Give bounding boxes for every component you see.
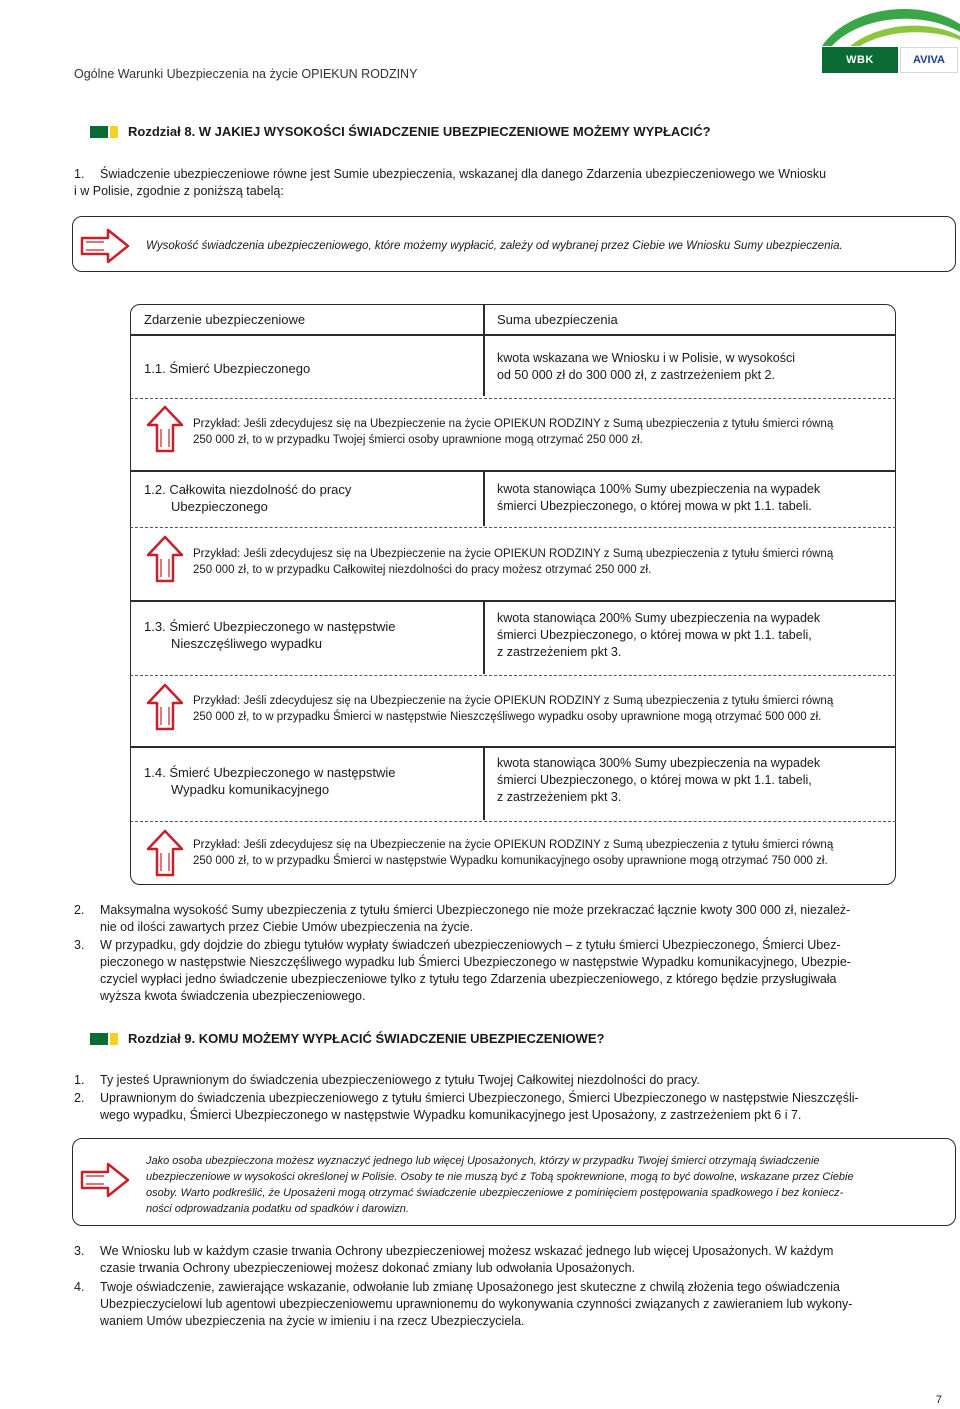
table-divider [483, 334, 485, 396]
document-title: Ogólne Warunki Ubezpieczenia na życie OPIEKUN RODZINY [74, 67, 418, 81]
red-arrow-up-icon [146, 683, 184, 731]
yellow-square-icon [110, 1033, 118, 1045]
logo-swoosh-icon [810, 6, 960, 46]
green-square-icon [90, 126, 108, 138]
row-divider [130, 600, 896, 602]
example-text [193, 416, 891, 448]
example-line: 250 000 zł, to w przypadku Śmierci w następstwie Nieszczęśliwego wypadku osoby uprawnione mogą otrzymać 500 000 zł. [193, 711, 822, 723]
example-line: Przykład: Jeśli zdecydujesz się na Ubezpieczenie na życie OPIEKUN RODZINY z Sumą ubezpieczenia z tytułu śmierci równą [193, 839, 834, 851]
row-value-line: śmierci Ubezpieczonego, o której mowa w pkt 1.1. tabeli. [497, 499, 812, 513]
paragraph-number: 2. [74, 1091, 85, 1105]
row-title-line-2: Nieszczęśliwego wypadku [171, 636, 323, 651]
table-divider [483, 304, 485, 335]
paragraph-line: czyciel wypłaci jedno świadczenie ubezpieczeniowe tylko z tytułu tego Zdarzenia ubezpieczeniowego, z którego będzie przysługiwała [100, 972, 837, 986]
paragraph-number: 2. [74, 903, 85, 917]
note-line: osoby. Warto podkreślić, że Uposażeni mogą otrzymać świadczenie ubezpieczeniowe z pominięciem postępowania spadkowego i bez koniecz- [146, 1187, 844, 1199]
paragraph-line: Maksymalna wysokość Sumy ubezpieczenia z tytułu śmierci Ubezpieczonego nie może przekraczać łącznie kwoty 300 000 zł, niezależ- [100, 903, 851, 917]
paragraph-line: wego wypadku, Śmierci Ubezpieczonego w następstwie Wypadku komunikacyjnego jest Uposażony, z zastrzeżeniem pkt 6 i 7. [100, 1108, 802, 1122]
row-value-line: z zastrzeżeniem pkt 3. [497, 790, 622, 804]
red-arrow-right-icon [80, 228, 130, 264]
note-text: Wysokość świadczenia ubezpieczeniowego, które możemy wypłacić, zależy od wybranej przez Ciebie we Wniosku Sumy ubezpieczenia. [146, 240, 843, 252]
ch8-paragraph-3 [74, 937, 958, 1005]
row-number: 1.3. [144, 619, 166, 634]
row-title: Śmierć Ubezpieczonego w następstwie [169, 619, 396, 634]
red-arrow-right-icon [80, 1162, 130, 1198]
red-arrow-up-icon [146, 535, 184, 583]
note-line: ubezpieczeniowe w wysokości określonej w Polisie. Osoby te nie muszą być z Tobą spokrewnione, mogą to być dowolne, wskazane przez Ciebie [146, 1171, 854, 1183]
row-value-line: kwota stanowiąca 100% Sumy ubezpieczenia na wypadek [497, 482, 821, 496]
paragraph-line: waniem Umów ubezpieczenia na życie w imieniu i na rzecz Ubezpieczyciela. [100, 1314, 525, 1328]
paragraph-line: pieczonego w następstwie Nieszczęśliwego wypadku lub Śmierci Ubezpieczonego w następstwie Wypadku komunikacyjnego, Ubezpie- [100, 955, 851, 969]
dashed-separator [130, 527, 896, 528]
dashed-separator [130, 398, 896, 399]
row-value-line: kwota wskazana we Wniosku i w Polisie, w wysokości [497, 351, 796, 365]
row-label [144, 360, 310, 377]
chapter-8-heading [90, 124, 711, 139]
row-label [144, 618, 395, 652]
row-value-line: kwota stanowiąca 300% Sumy ubezpieczenia na wypadek [497, 756, 821, 770]
table-divider [483, 746, 485, 820]
paragraph-line: czasie trwania Ochrony ubezpieczeniowej możesz dokonać zmiany lub odwołania Uposażonych. [100, 1261, 636, 1275]
row-value [497, 610, 820, 661]
chapter-8-heading-text: Rozdział 8. W JAKIEJ WYSOKOŚCI ŚWIADCZENIE UBEZPIECZENIOWE MOŻEMY WYPŁACIĆ? [128, 124, 711, 139]
table-divider [483, 470, 485, 526]
row-title: Śmierć Ubezpieczonego w następstwie [169, 765, 396, 780]
example-text [193, 546, 891, 578]
example-line: Przykład: Jeśli zdecydujesz się na Ubezpieczenie na życie OPIEKUN RODZINY z Sumą ubezpieczenia z tytułu śmierci równą [193, 548, 834, 560]
row-number: 1.2. [144, 482, 166, 497]
col-header-event: Zdarzenie ubezpieczeniowe [144, 312, 306, 327]
example-line: Przykład: Jeśli zdecydujesz się na Ubezpieczenie na życie OPIEKUN RODZINY z Sumą ubezpieczenia z tytułu śmierci równą [193, 695, 834, 707]
example-line: 250 000 zł, to w przypadku Całkowitej niezdolności do pracy możesz otrzymać 250 000 zł. [193, 564, 652, 576]
paragraph-number: 4. [74, 1280, 85, 1294]
row-title: Całkowita niezdolność do pracy [169, 482, 352, 497]
wbk-logo-label: WBK [822, 47, 898, 73]
row-value [497, 755, 820, 806]
paragraph-line: nie od ilości zawartych przez Ciebie Umów ubezpieczenia na życie. [100, 920, 474, 934]
table-header-divider [130, 334, 896, 336]
row-divider [130, 746, 896, 748]
page-number: 7 [935, 1394, 942, 1406]
paragraph-line: Świadczenie ubezpieczeniowe równe jest Sumie ubezpieczenia, wskazanej dla danego Zdarzenia ubezpieczeniowego we Wniosku [100, 167, 827, 181]
row-value-line: śmierci Ubezpieczonego, o której mowa w pkt 1.1. tabeli, [497, 773, 812, 787]
row-number: 1.4. [144, 765, 166, 780]
paragraph-line: Ty jesteś Uprawnionym do świadczenia ubezpieczeniowego z tytułu Twojej Całkowitej niezdolności do pracy. [100, 1073, 700, 1087]
chapter-9-heading [90, 1031, 604, 1046]
row-value-line: śmierci Ubezpieczonego, o której mowa w pkt 1.1. tabeli, [497, 628, 812, 642]
dashed-separator [130, 821, 896, 822]
ch9-paragraph-1 [74, 1072, 958, 1089]
col-header-sum: Suma ubezpieczenia [497, 312, 618, 327]
ch9-paragraph-2 [74, 1090, 958, 1124]
red-arrow-up-icon [146, 829, 184, 877]
row-title: Śmierć Ubezpieczonego [169, 361, 311, 376]
paragraph-number: 1. [74, 1073, 85, 1087]
example-line: 250 000 zł, to w przypadku Śmierci w następstwie Wypadku komunikacyjnego osoby uprawnione mogą otrzymać 750 000 zł. [193, 855, 828, 867]
paragraph-line: wyższa kwota świadczenia ubezpieczeniowego. [100, 989, 366, 1003]
ch8-paragraph-2 [74, 902, 958, 936]
row-value-line: od 50 000 zł do 300 000 zł, z zastrzeżeniem pkt 2. [497, 368, 775, 382]
row-label [144, 764, 395, 798]
paragraph-line: Twoje oświadczenie, zawierające wskazanie, odwołanie lub zmianę Uposażonego jest skuteczne z chwilą złożenia tego oświadczenia [100, 1280, 840, 1294]
row-number: 1.1. [144, 361, 166, 376]
row-value [497, 350, 795, 384]
row-title-line-2: Wypadku komunikacyjnego [171, 782, 330, 797]
red-arrow-up-icon [146, 405, 184, 453]
ch9-paragraph-3 [74, 1243, 958, 1277]
table-divider [483, 600, 485, 674]
yellow-square-icon [110, 126, 118, 138]
paragraph-line: W przypadku, gdy dojdzie do zbiegu tytułów wypłaty świadczeń ubezpieczeniowych – z tytułu śmierci Ubezpieczonego, Śmierci Ubez- [100, 938, 841, 952]
example-line: 250 000 zł, to w przypadku Twojej śmierci osoby uprawnione mogą otrzymać 250 000 zł. [193, 434, 643, 446]
paragraph-line: i w Polisie, zgodnie z poniższą tabelą: [74, 184, 284, 198]
aviva-logo-label: AVIVA [900, 47, 958, 73]
note-text [146, 1153, 942, 1217]
note-line: Jako osoba ubezpieczona możesz wyznaczyć jednego lub więcej Uposażonych, którzy w przypadku Twojej śmierci otrzymają świadczenie [146, 1155, 820, 1167]
row-value [497, 481, 820, 515]
dashed-separator [130, 675, 896, 676]
row-value-line: kwota stanowiąca 200% Sumy ubezpieczenia na wypadek [497, 611, 821, 625]
row-label [144, 481, 351, 515]
paragraph-number: 1. [74, 167, 85, 181]
example-line: Przykład: Jeśli zdecydujesz się na Ubezpieczenie na życie OPIEKUN RODZINY z Sumą ubezpieczenia z tytułu śmierci równą [193, 418, 834, 430]
ch8-paragraph-1 [74, 166, 954, 200]
bzwbk-aviva-logo [810, 6, 960, 96]
paragraph-line: Ubezpieczycielowi lub agentowi ubezpieczeniowemu uprawnionemu do wykonywania czynności związanych z zawieraniem lub wykony- [100, 1297, 853, 1311]
chapter-9-heading-text: Rozdział 9. KOMU MOŻEMY WYPŁACIĆ ŚWIADCZENIE UBEZPIECZENIOWE? [128, 1031, 605, 1046]
paragraph-number: 3. [74, 1244, 85, 1258]
ch9-paragraph-4 [74, 1279, 958, 1330]
note-line: ności odprowadzania podatku od spadków i darowizn. [146, 1203, 409, 1215]
row-title-line-2: Ubezpieczonego [171, 499, 268, 514]
row-value-line: z zastrzeżeniem pkt 3. [497, 645, 622, 659]
example-text [193, 693, 891, 725]
row-divider [130, 470, 896, 472]
green-square-icon [90, 1033, 108, 1045]
example-text [193, 837, 891, 869]
paragraph-line: We Wniosku lub w każdym czasie trwania Ochrony ubezpieczeniowej możesz wskazać jednego lub więcej Uposażonych. W każdym [100, 1244, 834, 1258]
paragraph-number: 3. [74, 938, 85, 952]
paragraph-line: Uprawnionym do świadczenia ubezpieczeniowego z tytułu śmierci Ubezpieczonego, Śmierci Ubezpieczonego w następstwie Nieszczęśli- [100, 1091, 859, 1105]
